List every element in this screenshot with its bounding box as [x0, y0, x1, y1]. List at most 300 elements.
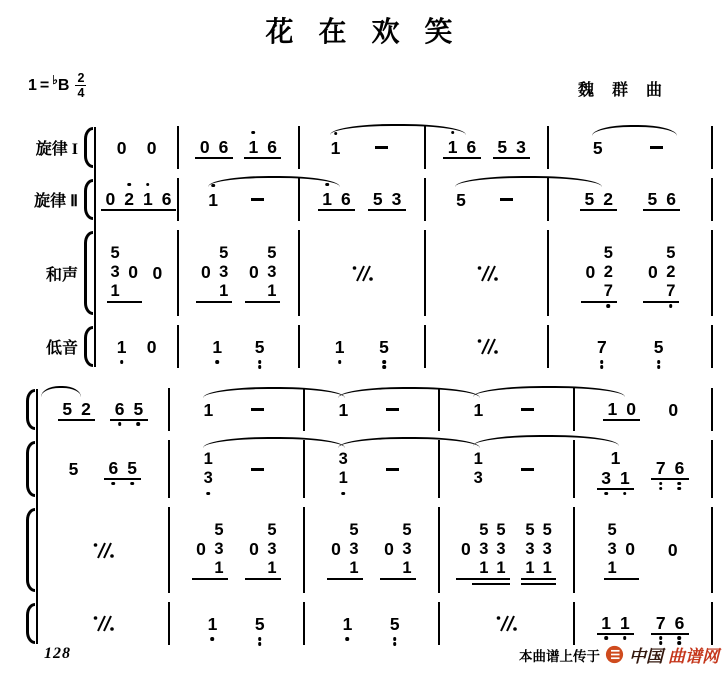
note-digit: 5 [647, 188, 658, 209]
note-digit: 0 [199, 136, 210, 157]
beat-group [338, 614, 357, 634]
note-digit: 0 [460, 539, 471, 560]
octave-dot-below [600, 365, 604, 369]
flat-sign-icon: ♭ [52, 73, 58, 88]
note-digit: 1 [138, 189, 157, 209]
note-digit: 1 [219, 281, 229, 300]
note-digit: 0 [585, 262, 596, 283]
note-digit: 1 [244, 137, 263, 157]
note-digit: 5 [592, 137, 603, 158]
beat-group [242, 468, 273, 471]
note-digit: 3 [473, 469, 483, 488]
note-digit: 3 [214, 539, 224, 558]
note-digit: 1 [112, 337, 131, 357]
measure [575, 440, 713, 498]
note-digit: 5 [456, 189, 466, 210]
measure [170, 602, 305, 645]
staff-bracket [84, 231, 93, 315]
note-digit: 5 [214, 520, 224, 539]
chord-stack [345, 521, 362, 578]
measure-repeat [475, 337, 499, 356]
note-digit: 5 [666, 243, 676, 262]
dash-rest [386, 468, 399, 471]
note-digit: 1 [443, 137, 462, 157]
measure [575, 507, 713, 593]
staff-row [22, 440, 713, 498]
octave-dot-above [334, 132, 338, 136]
beat-group [443, 137, 480, 159]
note-digit: 6 [666, 188, 676, 209]
measure [96, 230, 179, 316]
note-digit: 3 [597, 468, 616, 488]
octave-dot-below [623, 636, 627, 640]
measure [38, 388, 170, 431]
page-title: 花 在 欢 笑 [265, 17, 462, 48]
measure [549, 230, 713, 316]
note-digit: 6 [110, 399, 129, 419]
beat-group [112, 138, 131, 158]
beat-group [493, 137, 530, 159]
octave-dot-below [206, 492, 210, 496]
beat-group [377, 468, 408, 471]
measure [170, 388, 305, 431]
staff-row [22, 178, 713, 221]
chord-stack [200, 450, 217, 488]
note-digit: 0 [626, 398, 636, 419]
key-signature [28, 72, 86, 100]
note-digit: 1 [330, 337, 349, 357]
measures [38, 440, 713, 498]
measure [300, 178, 426, 221]
part-label: 旋律 I [35, 141, 78, 159]
beat-group [192, 521, 228, 580]
beat-group [110, 399, 147, 421]
staff-row [22, 230, 713, 316]
note-digit: 2 [603, 188, 613, 209]
octave-dot-below [137, 422, 141, 426]
note-digit: 6 [267, 136, 277, 157]
beat-group [64, 459, 83, 479]
note-digit: 1 [616, 468, 635, 488]
note-digit: 6 [218, 136, 229, 157]
repeat-sign-icon [475, 337, 499, 356]
beat-group [597, 613, 634, 635]
beat-group [375, 337, 394, 357]
beat-group [581, 244, 617, 303]
note-digit: 5 [267, 243, 277, 262]
note-digit: 0 [116, 137, 127, 158]
beat-group [245, 521, 281, 580]
beat-group [250, 614, 269, 634]
beat-group [512, 468, 543, 471]
note-digit: 0 [331, 539, 341, 560]
octave-dot-above [211, 184, 215, 188]
measure [300, 325, 426, 368]
system-barline [36, 389, 38, 644]
chord-stack [210, 521, 227, 578]
note-digit: 7 [664, 282, 677, 301]
beat-group [142, 138, 161, 158]
beat-group [663, 540, 682, 560]
measure [38, 507, 170, 593]
beat-group [491, 198, 522, 201]
staff-row [22, 507, 713, 593]
note-digit: 1 [338, 399, 349, 420]
note-digit: 5 [479, 520, 489, 539]
site-name-cn: 中国 [629, 647, 663, 666]
note-digit: 0 [196, 539, 206, 560]
note-digit: 5 [219, 243, 229, 262]
part-label: 旋律 Ⅱ [34, 193, 78, 211]
octave-dot-below [393, 637, 397, 641]
note-digit: 0 [625, 539, 635, 560]
note-digit: 2 [666, 262, 676, 281]
beat-group [469, 400, 488, 420]
note-digit: 1 [203, 614, 222, 634]
chord-column [597, 448, 634, 490]
measures [96, 178, 713, 221]
chord-stack [662, 244, 679, 301]
sixteenth-underline [521, 583, 555, 585]
measures [38, 388, 713, 431]
note-digit: 3 [219, 262, 229, 281]
note-digit: 5 [372, 188, 383, 209]
note-digit: 1 [496, 558, 506, 577]
beat-group [148, 263, 167, 283]
note-digit: 2 [81, 398, 91, 419]
beat-group [244, 137, 281, 159]
beat-group [250, 337, 269, 357]
beat-group [368, 189, 405, 211]
beat-group [107, 244, 143, 303]
octave-dot-below [657, 365, 661, 369]
chord-stack [521, 521, 538, 578]
note-digit: 0 [249, 262, 259, 283]
note-digit: 1 [267, 558, 277, 577]
chord-stack [398, 521, 415, 578]
note-digit: 0 [668, 399, 679, 420]
beat-group [603, 399, 640, 421]
note-digit: 5 [250, 337, 269, 357]
octave-dot-below [393, 642, 397, 646]
note-digit: 5 [62, 398, 73, 419]
beat-group [327, 521, 363, 580]
note-digit: 0 [128, 262, 138, 283]
dash-rest [251, 468, 264, 471]
measure [575, 388, 713, 431]
measure [305, 388, 440, 431]
measure [426, 178, 549, 221]
note-digit: 3 [267, 262, 277, 281]
staff-row [22, 325, 713, 368]
measures [96, 325, 713, 368]
note-digit: 5 [110, 243, 120, 262]
note-digit: 6 [670, 613, 689, 633]
note-digit: 3 [110, 262, 120, 281]
key-equals: = [39, 77, 50, 95]
note-digit: 3 [479, 539, 489, 558]
note-digit: 3 [349, 539, 359, 558]
octave-dot-below [600, 360, 604, 364]
chord-stack [263, 521, 280, 578]
beat-group [649, 337, 668, 357]
octave-dot-below [215, 360, 219, 364]
measure-repeat [494, 614, 518, 633]
note-digit: 3 [496, 539, 506, 558]
system-barline [94, 127, 96, 367]
system-1 [22, 126, 713, 368]
chord-stack [107, 244, 124, 301]
beat-group [196, 244, 232, 303]
beat-group [664, 400, 683, 420]
note-digit: 6 [161, 188, 172, 209]
note-digit: 1 [214, 558, 224, 577]
octave-dot-below [382, 365, 386, 369]
note-digit: 1 [597, 613, 616, 633]
note-digit: 1 [208, 337, 227, 357]
octave-dot-below [659, 487, 663, 491]
octave-dot-below [623, 492, 627, 496]
key-tonic: 1 [28, 77, 37, 95]
octave-dot-below [258, 637, 262, 641]
measure [300, 126, 426, 169]
beat-group [580, 189, 617, 211]
dash-rest [521, 468, 534, 471]
beat-group [101, 189, 138, 211]
beat-group [651, 458, 688, 480]
note-digit: 5 [129, 399, 148, 419]
note-digit: 0 [152, 263, 163, 284]
staff-bracket [84, 326, 93, 367]
beat-group [521, 521, 555, 580]
octave-dot-below [659, 636, 663, 640]
beat-group [588, 138, 607, 158]
note-digit: 1 [525, 558, 535, 577]
note-digit: 5 [542, 520, 552, 539]
meter-numerator: 2 [77, 71, 85, 85]
note-digit: 0 [105, 188, 116, 209]
measure [426, 230, 549, 316]
beat-group [242, 408, 273, 411]
octave-dot-below [604, 636, 608, 640]
octave-dot-below [678, 482, 682, 486]
meter-denominator: 4 [77, 86, 85, 101]
octave-dot-above [127, 183, 131, 187]
staff-bracket [26, 389, 35, 430]
dash-rest [251, 198, 264, 201]
staff-row [22, 388, 713, 431]
staff-row [22, 126, 713, 169]
beat-group [651, 613, 688, 635]
note-digit: 0 [647, 262, 658, 283]
note-digit: 3 [202, 469, 215, 488]
note-digit: 5 [402, 520, 412, 539]
octave-dot-below [112, 482, 116, 486]
measure [440, 507, 575, 593]
measure [179, 325, 299, 368]
beat-group [380, 521, 416, 580]
note-digit: 1 [318, 189, 337, 209]
staff-bracket [84, 127, 93, 168]
octave-dot-below [258, 642, 262, 646]
repeat-sign-icon [91, 614, 115, 633]
beat-subgroup [597, 468, 634, 490]
note-digit: 1 [473, 399, 484, 420]
staff-row [22, 602, 713, 645]
measure [549, 325, 713, 368]
beat-group [366, 146, 397, 149]
part-label: 低音 [45, 340, 78, 358]
note-digit: 0 [249, 539, 259, 560]
measure [38, 602, 170, 645]
note-digit: 5 [497, 136, 508, 157]
measure [179, 178, 299, 221]
page-number: 128 [44, 645, 71, 662]
measures [96, 126, 713, 169]
note-digit: 5 [375, 337, 394, 357]
note-digit: 1 [479, 558, 489, 577]
note-digit: 3 [525, 539, 535, 558]
octave-dot-below [120, 360, 124, 364]
measure-repeat [91, 541, 115, 560]
note-digit: 1 [204, 190, 223, 210]
octave-dot-above [451, 131, 455, 135]
measure [170, 507, 305, 593]
note-digit: 7 [651, 458, 670, 478]
staff-bracket [26, 508, 35, 592]
note-digit: 5 [603, 243, 613, 262]
beat-group [592, 337, 611, 357]
key-letter: B [57, 77, 70, 95]
measure [179, 126, 299, 169]
beat-group [512, 408, 543, 411]
note-digit: 5 [267, 520, 277, 539]
octave-dot-below [657, 360, 661, 364]
chord-stack [263, 244, 280, 301]
beat-group [204, 190, 223, 210]
measures [38, 602, 713, 645]
note-digit: 6 [341, 188, 351, 209]
note-digit: 1 [607, 558, 617, 577]
note-digit: 3 [267, 539, 277, 558]
note-digit: 0 [146, 137, 157, 158]
measure [38, 440, 170, 498]
measure [300, 230, 426, 316]
beat-group [58, 399, 95, 421]
upload-text: 本曲谱上传于 [519, 648, 600, 664]
octave-dot-below [118, 422, 122, 426]
note-digit: 3 [338, 450, 348, 469]
site-footer [519, 642, 719, 667]
system-2 [22, 388, 713, 645]
key-line [28, 72, 669, 100]
note-digit: 1 [473, 450, 483, 469]
measure [96, 126, 179, 169]
note-digit: 2 [120, 189, 139, 209]
chord-stack [475, 521, 492, 578]
note-digit: 5 [584, 188, 595, 209]
dash-rest [650, 146, 663, 149]
note-digit: 2 [603, 262, 613, 281]
beat-group [326, 138, 345, 158]
note-digit: 5 [349, 520, 359, 539]
note-digit: 3 [402, 539, 412, 558]
note-digit: 1 [610, 448, 621, 469]
measure [575, 602, 713, 645]
repeat-sign-icon [350, 264, 374, 283]
beat-group [604, 521, 640, 580]
octave-dot-below [678, 487, 682, 491]
note-digit: 1 [110, 281, 120, 300]
beat-group [330, 337, 349, 357]
note-digit: 5 [607, 520, 617, 539]
note-digit: 5 [123, 458, 142, 478]
beat-group [318, 189, 355, 211]
octave-dot-above [146, 183, 150, 187]
octave-dot-below [258, 365, 262, 369]
repeat-sign-icon [475, 264, 499, 283]
chord-stack [600, 244, 617, 301]
chord-stack [335, 450, 352, 488]
note-digit: 6 [104, 458, 123, 478]
measure [426, 325, 549, 368]
note-digit: 1 [337, 469, 350, 488]
note-digit: 3 [607, 539, 617, 558]
note-digit: 1 [542, 558, 552, 577]
part-label: 和声 [45, 266, 78, 284]
beat-group [641, 146, 672, 149]
beat-group [200, 450, 217, 488]
beat-group [597, 448, 634, 490]
dash-rest [500, 198, 513, 201]
beat-group [470, 450, 487, 488]
note-digit: 5 [649, 337, 668, 357]
measures [38, 507, 713, 593]
chord-stack [492, 521, 509, 578]
note-digit: 5 [385, 614, 404, 634]
staff-bracket [26, 603, 35, 644]
note-digit: 5 [525, 520, 535, 539]
octave-dot-below [604, 492, 608, 496]
octave-dot-below [659, 482, 663, 486]
measure [179, 230, 299, 316]
note-digit: 5 [68, 459, 79, 480]
note-digit: 1 [203, 450, 213, 469]
dash-rest [386, 408, 399, 411]
time-signature [75, 72, 86, 100]
site-name-qupu: 曲谱网 [668, 647, 719, 666]
chord-stack [539, 521, 556, 578]
dash-rest [375, 146, 388, 149]
beat-group [138, 189, 175, 211]
dash-rest [251, 408, 264, 411]
measure [549, 178, 713, 221]
note-digit: 1 [267, 281, 277, 300]
measures [96, 230, 713, 316]
dash-rest [521, 408, 534, 411]
beat-group [112, 337, 131, 357]
measure [305, 440, 440, 498]
measure-repeat [475, 264, 499, 283]
octave-dot-below [678, 636, 682, 640]
octave-dot-below [669, 304, 673, 308]
octave-dot-above [252, 131, 256, 135]
beat-group [456, 521, 509, 580]
score [22, 126, 713, 645]
repeat-sign-icon [494, 614, 518, 633]
measure [440, 602, 575, 645]
note-digit: 1 [402, 558, 412, 577]
